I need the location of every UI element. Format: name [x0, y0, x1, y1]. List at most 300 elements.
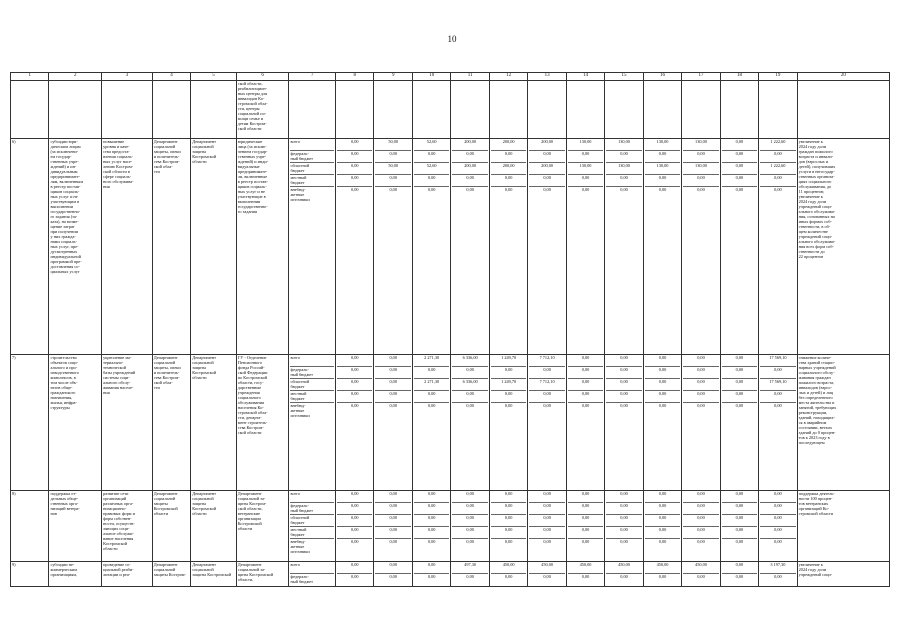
value-cell: 0,00	[606, 367, 641, 379]
empty-cell	[566, 81, 604, 139]
value-cell: 0,00	[722, 139, 757, 151]
year-values	[336, 139, 374, 355]
value-cell: 0,00	[606, 503, 641, 515]
year-values	[566, 139, 604, 355]
value-cell: 0,00	[529, 527, 564, 539]
event-goal: повышение уровня и каче- ства предоста- вления социаль- ных услуг насе- лению Костром- ской области в сфере социаль- ного обслужива- ния	[102, 139, 153, 355]
value-cell: 0,00	[568, 367, 603, 379]
funding-source-label: всего	[290, 562, 334, 574]
value-cell: 0,00	[645, 175, 680, 187]
value-cell: 7 712,10	[529, 355, 564, 367]
value-cell: 0,00	[683, 503, 718, 515]
funding-source-label: областной бюджет	[290, 163, 334, 175]
funding-source-label: местный бюджет	[290, 175, 334, 187]
value-cell: 0,00	[722, 515, 757, 527]
funding-source-label: федераль- ный бюджет	[290, 574, 314, 584]
row-number: 6)	[11, 139, 49, 355]
year-values	[605, 355, 643, 491]
year-values	[643, 139, 681, 355]
value-cell: 0,00	[337, 175, 372, 187]
value-cell: 0,00	[658, 403, 667, 408]
value-cell: 0,00	[658, 187, 667, 192]
page-number: 10	[447, 34, 457, 44]
value-cell: 0,00	[375, 491, 410, 503]
year-values	[528, 139, 566, 355]
executor: Департамент социальной защиты Костромской области	[152, 491, 190, 562]
value-cell: 0,00	[375, 391, 410, 403]
value-cell: 0,00	[722, 391, 757, 403]
column-number: 10	[412, 73, 450, 81]
column-number: 11	[451, 73, 489, 81]
year-values	[682, 355, 720, 491]
value-cell: 17 569,10	[760, 379, 795, 391]
value-cell: 0,00	[504, 539, 513, 544]
value-cell: 0,00	[760, 503, 795, 515]
empty-cell	[49, 81, 102, 139]
value-cell: 0,00	[375, 379, 410, 391]
value-cell: 0,00	[452, 527, 487, 539]
value-cell: 0,00	[452, 515, 487, 527]
value-cell: 0,00	[581, 539, 590, 544]
year-values	[374, 491, 412, 562]
value-cell: 0,00	[722, 527, 757, 539]
empty-cell	[797, 81, 889, 139]
column-number: 14	[566, 73, 604, 81]
value-cell: 0,00	[683, 355, 718, 367]
funding-source-label: внебюд- жетные источники	[290, 403, 310, 418]
year-values	[528, 355, 566, 491]
program-row	[11, 139, 890, 355]
year-values	[720, 562, 758, 587]
year-values	[336, 491, 374, 562]
value-cell: 7 712,10	[529, 379, 564, 391]
value-cell: 0,00	[568, 175, 603, 187]
value-cell: 0,00	[735, 187, 744, 192]
value-cell: 0,00	[683, 515, 718, 527]
year-values	[489, 139, 527, 355]
year-values	[451, 562, 489, 587]
value-cell: 0,00	[683, 391, 718, 403]
value-cell: 200,00	[491, 139, 526, 151]
value-cell: 52,60	[414, 163, 449, 175]
value-cell: 0,00	[337, 151, 372, 163]
value-cell: 130,00	[568, 139, 603, 151]
event-name: строительство объектов соци- ального и про- изводственного комплексов, в том числе объ- ектов обще- гражданского назначения, жилья, инфра- структуры	[49, 355, 102, 491]
recipient: ГУ - Отделение Пенсионного фонда Россий- ской Федерации по Костромской области, госу- дарственные учреждения социального обслуживания населения Ко- стромской обла- сти, департа- мент строитель- ства Костром- ской области	[236, 355, 289, 491]
value-cell: 1 249,70	[491, 379, 526, 391]
column-number: 6	[236, 73, 289, 81]
funding-source-label: федераль- ный бюджет	[290, 151, 334, 163]
value-cell: 0,00	[722, 175, 757, 187]
value-cell: 0,00	[760, 391, 795, 403]
event-goal: проведение со- циальной реаби- литации и реа-	[102, 562, 153, 587]
value-cell: 0,00	[414, 391, 449, 403]
value-cell: 2 271,30	[414, 379, 449, 391]
value-cell: 0,00	[375, 367, 410, 379]
program-row	[11, 491, 890, 562]
value-cell: 0,00	[414, 491, 449, 503]
year-values	[451, 139, 489, 355]
year-values	[682, 139, 720, 355]
value-cell: 0,00	[337, 139, 372, 151]
year-values	[643, 491, 681, 562]
value-cell: 0,00	[414, 151, 449, 163]
value-cell: 0,00	[529, 151, 564, 163]
funding-source-label: федераль- ный бюджет	[290, 503, 334, 515]
year-values	[605, 139, 643, 355]
year-values	[682, 491, 720, 562]
value-cell: 0,00	[606, 355, 641, 367]
value-cell: 0,00	[375, 562, 410, 574]
year-values	[451, 355, 489, 491]
value-cell: 0,00	[491, 367, 526, 379]
year-values	[605, 562, 643, 587]
value-cell: 0,00	[568, 151, 603, 163]
value-cell: 0,00	[337, 527, 372, 539]
value-cell: 0,00	[414, 562, 449, 574]
year-values	[528, 491, 566, 562]
value-cell: 0,00	[543, 403, 551, 408]
value-cell: 0,00	[722, 503, 757, 515]
value-cell: 0,00	[452, 491, 487, 503]
value-cell: 0,00	[683, 151, 718, 163]
value-cell: 0,00	[491, 503, 526, 515]
value-cell: 0,00	[504, 187, 513, 192]
value-cell: 450,00	[683, 562, 718, 574]
value-cell: 0,00	[427, 574, 436, 579]
value-cell: 0,00	[568, 355, 603, 367]
value-cell: 0,00	[375, 527, 410, 539]
year-values	[759, 139, 797, 355]
value-cell: 0,00	[568, 491, 603, 503]
value-cell: 1 249,70	[491, 355, 526, 367]
empty-cell	[102, 81, 153, 139]
year-values	[759, 491, 797, 562]
value-cell: 0,00	[414, 527, 449, 539]
empty-cell	[759, 81, 797, 139]
value-cell: 0,00	[337, 515, 372, 527]
value-cell: 0,00	[375, 515, 410, 527]
expected-result: снижение количе- ства зданий стацио- нарных учреждений социального обслу- живания граждан пожилого возраста, инвалидов (взрос- лых и детей) и лиц без определенного места жительства и занятий, требующих реконструкции, зданий, находящих- ся в аварийном состоянии, ветхих зданий до 0 процен- тов к 2023 году в последующем	[797, 355, 889, 491]
year-values	[643, 562, 681, 587]
value-cell: 0,00	[389, 187, 397, 192]
value-cell: 0,00	[760, 527, 795, 539]
value-cell: 0,00	[375, 355, 410, 367]
value-cell: 200,00	[529, 163, 564, 175]
value-cell: 52,60	[414, 139, 449, 151]
event-name: поддержка от- дельных обще- ственных орга- низаций ветера- нов	[49, 491, 102, 562]
year-values	[566, 562, 604, 587]
program-row	[11, 562, 890, 587]
empty-cell	[682, 81, 720, 139]
header-row	[11, 73, 890, 81]
funding-source-label: областной бюджет	[290, 515, 334, 527]
value-cell: 450,00	[568, 562, 603, 574]
year-values	[412, 491, 450, 562]
value-cell: 0,00	[389, 403, 397, 408]
value-cell: 0,00	[697, 574, 705, 579]
year-values	[566, 491, 604, 562]
value-cell: 0,00	[683, 491, 718, 503]
value-cell: 0,00	[452, 151, 487, 163]
value-cell: 6 336,00	[452, 379, 487, 391]
value-cell: 0,00	[760, 151, 795, 163]
value-cell: 0,00	[568, 391, 603, 403]
value-cell: 0,00	[645, 379, 680, 391]
column-number: 20	[797, 73, 889, 81]
value-cell: 0,00	[427, 539, 436, 544]
value-cell: 0,00	[645, 515, 680, 527]
value-cell: 0,00	[337, 367, 372, 379]
event-name: субсидии юри- дическим лицам (за исключени- ем государ- ственных учре- ждений) и ин- дивидуальным предпринимате- лям, включенным в реестр постав- щиков социаль- ных услуг и не участвующим в выполнении государственно- го задания (за- каза), на возме- щение затрат при получении у них гражда- нами социаль- ных услуг, пре- дусмотренных индивидуальной программой пре- доставления со- циальных услуг	[49, 139, 102, 355]
value-cell: 0,00	[452, 175, 487, 187]
funding-source-label: всего	[290, 355, 334, 367]
co-executor: Департамент социальной защиты Костромской области	[191, 355, 237, 491]
value-cell: 0,00	[466, 403, 474, 408]
value-cell: 1 222,60	[760, 163, 795, 175]
value-cell: 0,00	[389, 574, 397, 579]
expected-result: поддержка деятель- ности 100 процен- тов ветеранских организаций Ко- стромской области	[797, 491, 889, 562]
co-executor: Департамент социальной защиты Костромской	[191, 562, 237, 587]
executor: Департамент социальной защиты Костром-	[152, 562, 190, 587]
value-cell: 0,00	[491, 391, 526, 403]
value-cell: 450,00	[491, 562, 526, 574]
value-cell: 0,00	[389, 539, 397, 544]
funding-sources	[289, 139, 336, 355]
funding-source-label: всего	[290, 139, 334, 151]
value-cell: 0,00	[529, 175, 564, 187]
column-number: 13	[528, 73, 566, 81]
program-row	[11, 355, 890, 491]
executor: Департамент социальной защиты, опеки и попечитель- ства Костром- ской обла- сти	[152, 139, 190, 355]
value-cell: 1 222,60	[760, 139, 795, 151]
value-cell: 0,00	[543, 574, 551, 579]
column-number: 4	[152, 73, 190, 81]
empty-cell	[489, 81, 527, 139]
value-cell: 0,00	[683, 379, 718, 391]
value-cell: 0,00	[491, 491, 526, 503]
funding-source-label: местный бюджет	[290, 391, 334, 403]
year-values	[374, 355, 412, 491]
column-number: 2	[49, 73, 102, 81]
value-cell: 130,00	[606, 139, 641, 151]
column-number: 5	[191, 73, 237, 81]
value-cell: 0,00	[337, 503, 372, 515]
value-cell: 497,30	[452, 562, 487, 574]
column-number: 18	[720, 73, 758, 81]
value-cell: 0,00	[337, 163, 372, 175]
value-cell: 0,00	[543, 539, 551, 544]
value-cell: 0,00	[337, 391, 372, 403]
year-values	[720, 491, 758, 562]
value-cell: 0,00	[414, 503, 449, 515]
value-cell: 0,00	[529, 391, 564, 403]
co-executor: Департамент социальной защиты Костромской области	[191, 491, 237, 562]
value-cell: 0,00	[427, 403, 436, 408]
value-cell: 0,00	[504, 403, 513, 408]
column-number: 15	[605, 73, 643, 81]
value-cell: 130,00	[645, 139, 680, 151]
row-number: 9)	[11, 562, 49, 587]
value-cell: 0,00	[722, 491, 757, 503]
value-cell: 0,00	[337, 355, 372, 367]
value-cell: 0,00	[529, 515, 564, 527]
column-number: 8	[336, 73, 374, 81]
value-cell: 0,00	[620, 187, 628, 192]
value-cell: 0,00	[350, 539, 359, 544]
value-cell: 0,00	[568, 527, 603, 539]
value-cell: 0,00	[466, 187, 474, 192]
value-cell: 0,00	[466, 574, 474, 579]
value-cell: 0,00	[466, 539, 474, 544]
value-cell: 0,00	[774, 539, 782, 544]
empty-cell	[289, 81, 336, 139]
empty-cell	[412, 81, 450, 139]
value-cell: 0,00	[760, 515, 795, 527]
empty-cell	[528, 81, 566, 139]
value-cell: 0,00	[735, 539, 744, 544]
year-values	[759, 562, 797, 587]
value-cell: 130,00	[568, 163, 603, 175]
column-number: 7	[289, 73, 336, 81]
value-cell: 0,00	[337, 491, 372, 503]
value-cell: 0,00	[606, 175, 641, 187]
value-cell: 0,00	[658, 574, 667, 579]
value-cell: 0,00	[414, 515, 449, 527]
value-cell: 0,00	[645, 503, 680, 515]
value-cell: 0,00	[375, 175, 410, 187]
value-cell: 0,00	[774, 403, 782, 408]
year-values	[566, 355, 604, 491]
value-cell: 0,00	[581, 574, 590, 579]
value-cell: 200,00	[452, 163, 487, 175]
value-cell: 0,00	[697, 403, 705, 408]
value-cell: 0,00	[375, 503, 410, 515]
value-cell: 130,00	[683, 163, 718, 175]
value-cell: 0,00	[722, 562, 757, 574]
value-cell: 0,00	[350, 403, 359, 408]
value-cell: 2 271,30	[414, 355, 449, 367]
value-cell: 0,00	[722, 151, 757, 163]
value-cell: 0,00	[620, 539, 628, 544]
value-cell: 0,00	[683, 367, 718, 379]
value-cell: 0,00	[350, 574, 359, 579]
value-cell: 0,00	[760, 491, 795, 503]
value-cell: 0,00	[427, 187, 436, 192]
value-cell: 0,00	[722, 379, 757, 391]
value-cell: 0,00	[620, 403, 628, 408]
value-cell: 0,00	[414, 175, 449, 187]
value-cell: 0,00	[491, 175, 526, 187]
value-cell: 450,00	[645, 562, 680, 574]
year-values	[336, 562, 374, 587]
empty-cell	[374, 81, 412, 139]
value-cell: 0,00	[774, 187, 782, 192]
year-values	[336, 355, 374, 491]
row-number: 8)	[11, 491, 49, 562]
value-cell: 0,00	[760, 367, 795, 379]
value-cell: 0,00	[581, 403, 590, 408]
value-cell: 0,00	[414, 367, 449, 379]
value-cell: 0,00	[645, 151, 680, 163]
funding-source-label: внебюд- жетные источники	[290, 187, 310, 202]
empty-cell	[336, 81, 374, 139]
empty-cell	[720, 81, 758, 139]
value-cell: 0,00	[683, 527, 718, 539]
value-cell: 0,00	[697, 539, 705, 544]
value-cell: 0,00	[606, 515, 641, 527]
financing-table	[10, 72, 890, 587]
column-number: 1	[11, 73, 49, 81]
year-values	[720, 139, 758, 355]
empty-cell	[152, 81, 190, 139]
recipient: юридические лица (за исклю- чением государ- ственных учре- ждений) и инди- видуальные предпринимате- ли, включенные в реестр постав- щиков социаль- ных услуг и не участвующие в выполнении государственно- го задания	[236, 139, 289, 355]
value-cell: 0,00	[350, 187, 359, 192]
value-cell: 0,00	[683, 175, 718, 187]
year-values	[374, 562, 412, 587]
value-cell: 0,00	[452, 391, 487, 403]
empty-cell	[605, 81, 643, 139]
value-cell: 0,00	[735, 403, 744, 408]
value-cell: 0,00	[529, 503, 564, 515]
empty-cell	[191, 81, 237, 139]
value-cell: 0,00	[606, 527, 641, 539]
continuation-row	[11, 81, 890, 139]
recipient: Департамент социальной за- щиты Костромской области,	[236, 562, 289, 587]
year-values	[682, 562, 720, 587]
year-values	[412, 562, 450, 587]
empty-cell	[643, 81, 681, 139]
value-cell: 0,00	[606, 379, 641, 391]
value-cell: 0,00	[722, 367, 757, 379]
column-number: 12	[489, 73, 527, 81]
year-values	[412, 139, 450, 355]
value-cell: 0,00	[529, 367, 564, 379]
year-values	[412, 355, 450, 491]
column-number: 9	[374, 73, 412, 81]
column-number: 3	[102, 73, 153, 81]
year-values	[643, 355, 681, 491]
funding-source-label: областной бюджет	[290, 379, 334, 391]
value-cell: 0,00	[568, 379, 603, 391]
event-goal: укрепление ма- териально- технической базы учреждений системы соци- ального обслу- живания населе- ния	[102, 355, 153, 491]
co-executor: Департамент социальной защиты Костромской области	[191, 139, 237, 355]
value-cell: 0,00	[491, 527, 526, 539]
column-number: 19	[759, 73, 797, 81]
value-cell: 50,00	[375, 139, 410, 151]
value-cell: 0,00	[645, 527, 680, 539]
value-cell: 450,00	[606, 562, 641, 574]
year-values	[489, 562, 527, 587]
continued-recipient: ской области, реабилитацион- ных центры для инвалидов Ко- стромской обла- сти, центры социальной по- мощи семье и детям Костром- ской области	[236, 81, 289, 139]
value-cell: 130,00	[683, 139, 718, 151]
value-cell: 0,00	[606, 151, 641, 163]
event-name: субсидии не- коммерческим организациям,	[49, 562, 102, 587]
value-cell: 6 336,00	[452, 355, 487, 367]
value-cell: 0,00	[774, 574, 782, 579]
value-cell: 0,00	[722, 163, 757, 175]
value-cell: 0,00	[645, 367, 680, 379]
year-values	[489, 355, 527, 491]
funding-source-label: местный бюджет	[290, 527, 334, 539]
value-cell: 0,00	[337, 379, 372, 391]
value-cell: 0,00	[504, 574, 513, 579]
funding-sources	[289, 491, 336, 562]
value-cell: 200,00	[491, 163, 526, 175]
year-values	[489, 491, 527, 562]
value-cell: 3 197,30	[760, 562, 795, 574]
value-cell: 0,00	[645, 391, 680, 403]
